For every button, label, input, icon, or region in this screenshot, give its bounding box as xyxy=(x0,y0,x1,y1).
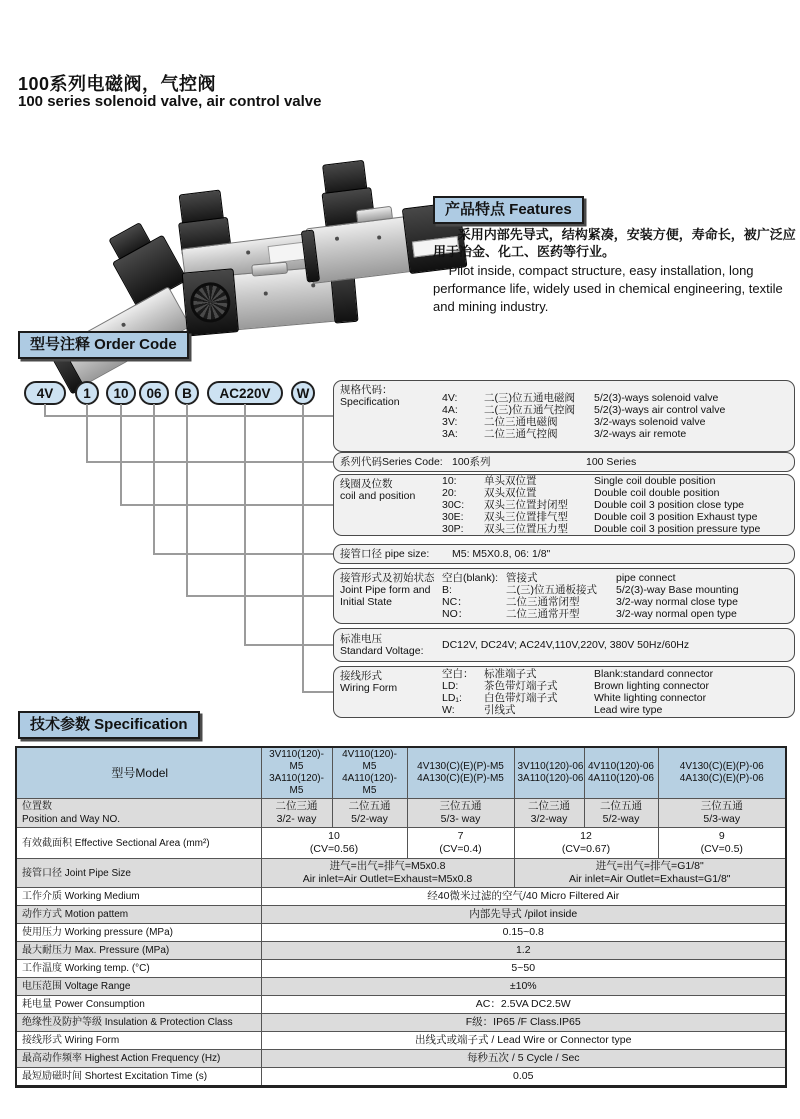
model-bottom: 4A130(C)(E)(P)-06 xyxy=(679,773,764,784)
model-top: 3V110(120)-06 xyxy=(517,761,584,772)
code-row xyxy=(442,668,788,680)
table-row-simple xyxy=(16,924,786,942)
code: 空白(blank): xyxy=(442,572,499,584)
row-label: 绝缘性及防护等级 Insulation & Protection Class xyxy=(16,1014,261,1032)
code: 空白： xyxy=(442,668,474,680)
code-row xyxy=(442,680,788,692)
table-row-simple xyxy=(16,978,786,996)
code: W: xyxy=(442,704,455,716)
table-row-position xyxy=(16,799,786,828)
model-bottom: 4A110(120)-M5 xyxy=(342,773,397,796)
pos-cn: 三位五通 xyxy=(439,800,482,812)
code-row xyxy=(442,584,788,596)
model-bottom: 4A110(120)-06 xyxy=(588,773,654,784)
desc-cn: 单头双位置 xyxy=(484,475,537,487)
code: 4A: xyxy=(442,404,458,416)
desc-cn: 双头三位置压力型 xyxy=(484,523,568,535)
code: 30P: xyxy=(442,523,464,535)
area-value: 12 xyxy=(580,830,592,842)
pos-en: 3/2- way xyxy=(276,813,317,825)
pipe-cell xyxy=(261,859,514,888)
desc-cn: 二位三通电磁阀 xyxy=(484,416,558,428)
block-label-cn: 规格代码： xyxy=(340,384,393,396)
block-label-cn: 标准电压 xyxy=(340,633,382,645)
desc-cn: 标准端子式 xyxy=(484,668,537,680)
desc-cn: 二(三)位五通电磁阀 xyxy=(484,392,575,404)
block-label-cn: 接管形式及初始状态 xyxy=(340,572,435,584)
desc-cn: 100系列 xyxy=(452,456,491,468)
row-label xyxy=(16,799,261,828)
pos-cn: 二位五通 xyxy=(348,800,391,812)
model-top: 3V110(120)-M5 xyxy=(269,749,324,772)
table-row-simple xyxy=(16,996,786,1014)
desc-en: 5/2(3)-ways air control valve xyxy=(594,404,726,416)
desc-cn: 双头双位置 xyxy=(484,487,537,499)
connector-line xyxy=(186,595,333,597)
code-row xyxy=(442,523,788,535)
desc-en: 3/2-way normal open type xyxy=(616,608,737,620)
code: 3A: xyxy=(442,428,458,440)
row-label: 接线形式 Wiring Form xyxy=(16,1032,261,1050)
area-cell xyxy=(407,828,514,859)
code-row xyxy=(442,608,788,620)
row-label-cn: 位置数 xyxy=(22,801,52,812)
pos-cn: 二位三通 xyxy=(528,800,570,812)
connector-line xyxy=(153,553,333,555)
area-value: 10 xyxy=(328,830,340,842)
connector-line xyxy=(302,404,304,692)
desc-en: pipe connect xyxy=(616,572,676,584)
desc-cn: M5: M5X0.8, 06: 1/8" xyxy=(452,548,551,560)
desc-en: 5/2(3)-ways solenoid valve xyxy=(594,392,719,404)
model-bottom: 4A130(C)(E)(P)-M5 xyxy=(417,773,504,784)
order-code-block-pipe-size xyxy=(333,544,795,564)
product-photos xyxy=(40,165,450,350)
desc-en: White lighting connector xyxy=(594,692,707,704)
specification-table xyxy=(15,746,787,1088)
table-row-simple xyxy=(16,1050,786,1068)
area-cell xyxy=(514,828,658,859)
model-bottom: 3A110(120)-M5 xyxy=(269,773,324,796)
desc-cn: 二(三)位五通气控阀 xyxy=(484,404,575,416)
row-label: 最高动作频率 Highest Action Frequency (Hz) xyxy=(16,1050,261,1068)
block-label xyxy=(340,476,442,502)
block-label: 系列代码Series Code: xyxy=(340,456,443,468)
desc-en: 3/2-ways solenoid valve xyxy=(594,416,706,428)
row-value: 1.2 xyxy=(261,942,786,960)
pos-en: 5/3- way xyxy=(440,813,481,825)
code-bubble-10: 10 xyxy=(106,381,136,405)
connector-line xyxy=(244,404,246,645)
block-label-en: Specification xyxy=(340,396,400,408)
code-bubble-b: B xyxy=(175,381,199,405)
code-row xyxy=(442,404,788,416)
pipe-cn: 进气=出气=排气=M5x0.8 xyxy=(329,860,446,872)
row-label: 使用压力 Working pressure (MPa) xyxy=(16,924,261,942)
code: B: xyxy=(442,584,452,596)
code-row xyxy=(442,416,788,428)
code: LD₁: xyxy=(442,692,462,704)
block-label: 接管口径 pipe size: xyxy=(340,548,430,560)
pos-cn: 二位三通 xyxy=(275,800,318,812)
desc-en: 3/2-way normal close type xyxy=(616,596,738,608)
pos-en: 3/2-way xyxy=(530,813,568,825)
page-title-cn: 100系列电磁阀，气控阀 xyxy=(18,74,217,94)
code-row xyxy=(442,428,788,440)
row-label: 动作方式 Motion pattem xyxy=(16,906,261,924)
connector-line xyxy=(302,691,333,693)
row-label: 最大耐压力 Max. Pressure (MPa) xyxy=(16,942,261,960)
connector-line xyxy=(120,404,122,505)
model-cell xyxy=(658,747,786,799)
code-bubble-1: 1 xyxy=(75,381,99,405)
row-value: 0.15~0.8 xyxy=(261,924,786,942)
code: 3V: xyxy=(442,416,458,428)
desc-en: Double coil double position xyxy=(594,487,720,499)
connector-line xyxy=(153,404,155,554)
model-cell xyxy=(514,747,584,799)
model-top: 4V130(C)(E)(P)-M5 xyxy=(417,761,504,772)
desc-cn: 二位三通气控阀 xyxy=(484,428,558,440)
code-bubble-w: W xyxy=(291,381,315,405)
position-cell xyxy=(407,799,514,828)
row-label: 电压范围 Voltage Range xyxy=(16,978,261,996)
model-cell xyxy=(332,747,407,799)
code: 20: xyxy=(442,487,457,499)
pipe-en: Air inlet=Air Outlet=Exhaust=G1/8" xyxy=(568,873,731,885)
desc-en: 5/2(3)-way Base mounting xyxy=(616,584,739,596)
code-row xyxy=(442,487,788,499)
table-row-simple xyxy=(16,906,786,924)
area-value: 7 xyxy=(457,830,464,842)
row-value: 内部先导式 /pilot inside xyxy=(261,906,786,924)
desc-en: 100 Series xyxy=(586,456,637,468)
row-label: 工作温度 Working temp. (°C) xyxy=(16,960,261,978)
row-value: 出线式或端子式 / Lead Wire or Connector type xyxy=(261,1032,786,1050)
features-header: 产品特点 Features xyxy=(433,196,584,224)
code: 4V: xyxy=(442,392,458,404)
row-value: 经40微米过滤的空气/40 Micro Filtered Air xyxy=(261,888,786,906)
desc-en: Lead wire type xyxy=(594,704,663,716)
code-row xyxy=(442,704,788,716)
table-row-simple xyxy=(16,1068,786,1087)
code: 10: xyxy=(442,475,457,487)
code: NC： xyxy=(442,596,468,608)
desc-cn: 双头三位置封闭型 xyxy=(484,499,568,511)
model-label: 型号Model xyxy=(16,747,261,799)
model-top: 4V110(120)-06 xyxy=(588,761,654,772)
desc-en: Double coil 3 position close type xyxy=(594,499,745,511)
position-cell xyxy=(658,799,786,828)
area-cv: (CV=0.4) xyxy=(439,843,482,855)
code: 30C: xyxy=(442,499,465,511)
code-bubble-06: 06 xyxy=(139,381,169,405)
code-row xyxy=(442,392,788,404)
desc-en: Double coil 3 position Exhaust type xyxy=(594,511,758,523)
code-row xyxy=(442,499,788,511)
table-row-area xyxy=(16,828,786,859)
pos-en: 5/3-way xyxy=(703,813,741,825)
code: NO： xyxy=(442,608,469,620)
area-cv: (CV=0.67) xyxy=(561,843,611,855)
code-row xyxy=(442,572,788,584)
code-row xyxy=(442,596,788,608)
row-value: F级：IP65 /F Class.IP65 xyxy=(261,1014,786,1032)
area-cv: (CV=0.5) xyxy=(700,843,743,855)
row-label: 接管口径 Joint Pipe Size xyxy=(16,859,261,888)
block-label-cn: 线圈及位数 xyxy=(340,478,393,490)
table-row-simple xyxy=(16,960,786,978)
specification-header: 技术参数 Specification xyxy=(18,711,200,739)
row-label: 工作介质 Working Medium xyxy=(16,888,261,906)
table-row-model xyxy=(16,747,786,799)
row-value: 每秒五次 / 5 Cycle / Sec xyxy=(261,1050,786,1068)
features-text-en: Pilot inside, compact structure, easy installation, long performance life, widely used in chemical engineering, textile and mining industry. xyxy=(433,263,783,314)
desc-en: 3/2-ways air remote xyxy=(594,428,687,440)
code-row xyxy=(442,511,788,523)
order-code-block-voltage xyxy=(333,628,795,662)
block-label-en: Wiring Form xyxy=(340,682,398,694)
desc-en: DC12V, DC24V; AC24V,110V,220V, 380V 50Hz/60Hz xyxy=(442,639,690,651)
row-label: 有效截面积 Effective Sectional Area (mm²) xyxy=(16,828,261,859)
code: 30E: xyxy=(442,511,464,523)
area-value: 9 xyxy=(718,830,725,842)
model-cell xyxy=(261,747,332,799)
code-row xyxy=(442,692,788,704)
block-label-en: Joint Pipe form and Initial State xyxy=(340,584,431,608)
order-code-block-coil-position xyxy=(333,474,795,536)
order-code-block-specification xyxy=(333,380,795,452)
position-cell xyxy=(332,799,407,828)
order-code-block-series xyxy=(333,452,795,472)
desc-cn: 二位三通常闭型 xyxy=(506,596,580,608)
position-cell xyxy=(261,799,332,828)
connector-line xyxy=(186,404,188,596)
pos-en: 5/2-way xyxy=(602,813,640,825)
model-cell xyxy=(407,747,514,799)
table-row-simple xyxy=(16,1032,786,1050)
row-label: 耗电量 Power Consumption xyxy=(16,996,261,1014)
position-cell xyxy=(514,799,584,828)
desc-en: Single coil double position xyxy=(594,475,716,487)
table-row-simple xyxy=(16,888,786,906)
pos-en: 5/2-way xyxy=(351,813,388,825)
desc-cn: 二位三通常开型 xyxy=(506,608,580,620)
block-label xyxy=(340,633,442,657)
connector-line xyxy=(86,461,333,463)
features-text-cn: 采用内部先导式，结构紧凑，安装方便，寿命长，被广泛应用于冶金、化工、医药等行业。 xyxy=(433,227,796,259)
connector-line xyxy=(244,644,333,646)
order-code-block-wiring xyxy=(333,666,795,718)
block-label-en: coil and position xyxy=(340,490,416,502)
desc-en: Brown lighting connector xyxy=(594,680,709,692)
area-cell xyxy=(261,828,407,859)
code-bubble-4v: 4V xyxy=(24,381,66,405)
block-label xyxy=(340,382,442,408)
desc-cn: 二(三)位五通板接式 xyxy=(506,584,597,596)
model-top: 4V110(120)-M5 xyxy=(342,749,397,772)
model-bottom: 3A110(120)-06 xyxy=(517,773,584,784)
row-value: 5~50 xyxy=(261,960,786,978)
voltage-value xyxy=(442,639,788,651)
code: LD: xyxy=(442,680,459,692)
block-label-cn: 接线形式 xyxy=(340,670,382,682)
area-cv: (CV=0.56) xyxy=(309,843,359,855)
block-label xyxy=(340,668,442,694)
row-value: AC：2.5VA DC2.5W xyxy=(261,996,786,1014)
block-label xyxy=(340,570,442,608)
desc-cn: 双头三位置排气型 xyxy=(484,511,568,523)
code-row xyxy=(442,475,788,487)
order-code-block-joint-pipe xyxy=(333,568,795,624)
desc-en: Blank:standard connector xyxy=(594,668,714,680)
row-label-en: Position and Way NO. xyxy=(22,814,121,825)
desc-cn: 白色带灯端子式 xyxy=(484,692,558,704)
block-label-en: Standard Voltage: xyxy=(340,645,424,657)
connector-line xyxy=(86,404,88,462)
table-row-simple xyxy=(16,1014,786,1032)
area-cell xyxy=(658,828,786,859)
row-value: 0.05 xyxy=(261,1068,786,1087)
desc-cn: 管接式 xyxy=(506,572,538,584)
page-title-en: 100 series solenoid valve, air control valve xyxy=(18,93,322,110)
code-bubble-ac220v: AC220V xyxy=(207,381,283,405)
row-value: ±10% xyxy=(261,978,786,996)
pos-cn: 三位五通 xyxy=(700,800,743,812)
model-cell xyxy=(584,747,658,799)
pipe-cn: 进气=出气=排气=G1/8" xyxy=(595,860,704,872)
desc-en: Double coil 3 position pressure type xyxy=(594,523,761,535)
table-row-pipe xyxy=(16,859,786,888)
pipe-en: Air inlet=Air Outlet=Exhaust=M5x0.8 xyxy=(302,873,473,885)
desc-cn: 引线式 xyxy=(484,704,516,716)
row-label: 最短励磁时间 Shortest Excitation Time (s) xyxy=(16,1068,261,1087)
model-top: 4V130(C)(E)(P)-06 xyxy=(679,761,764,772)
order-code-header: 型号注释 Order Code xyxy=(18,331,189,359)
table-row-simple xyxy=(16,942,786,960)
position-cell xyxy=(584,799,658,828)
pos-cn: 二位五通 xyxy=(600,800,642,812)
desc-cn: 茶色带灯端子式 xyxy=(484,680,558,692)
pipe-cell xyxy=(514,859,786,888)
